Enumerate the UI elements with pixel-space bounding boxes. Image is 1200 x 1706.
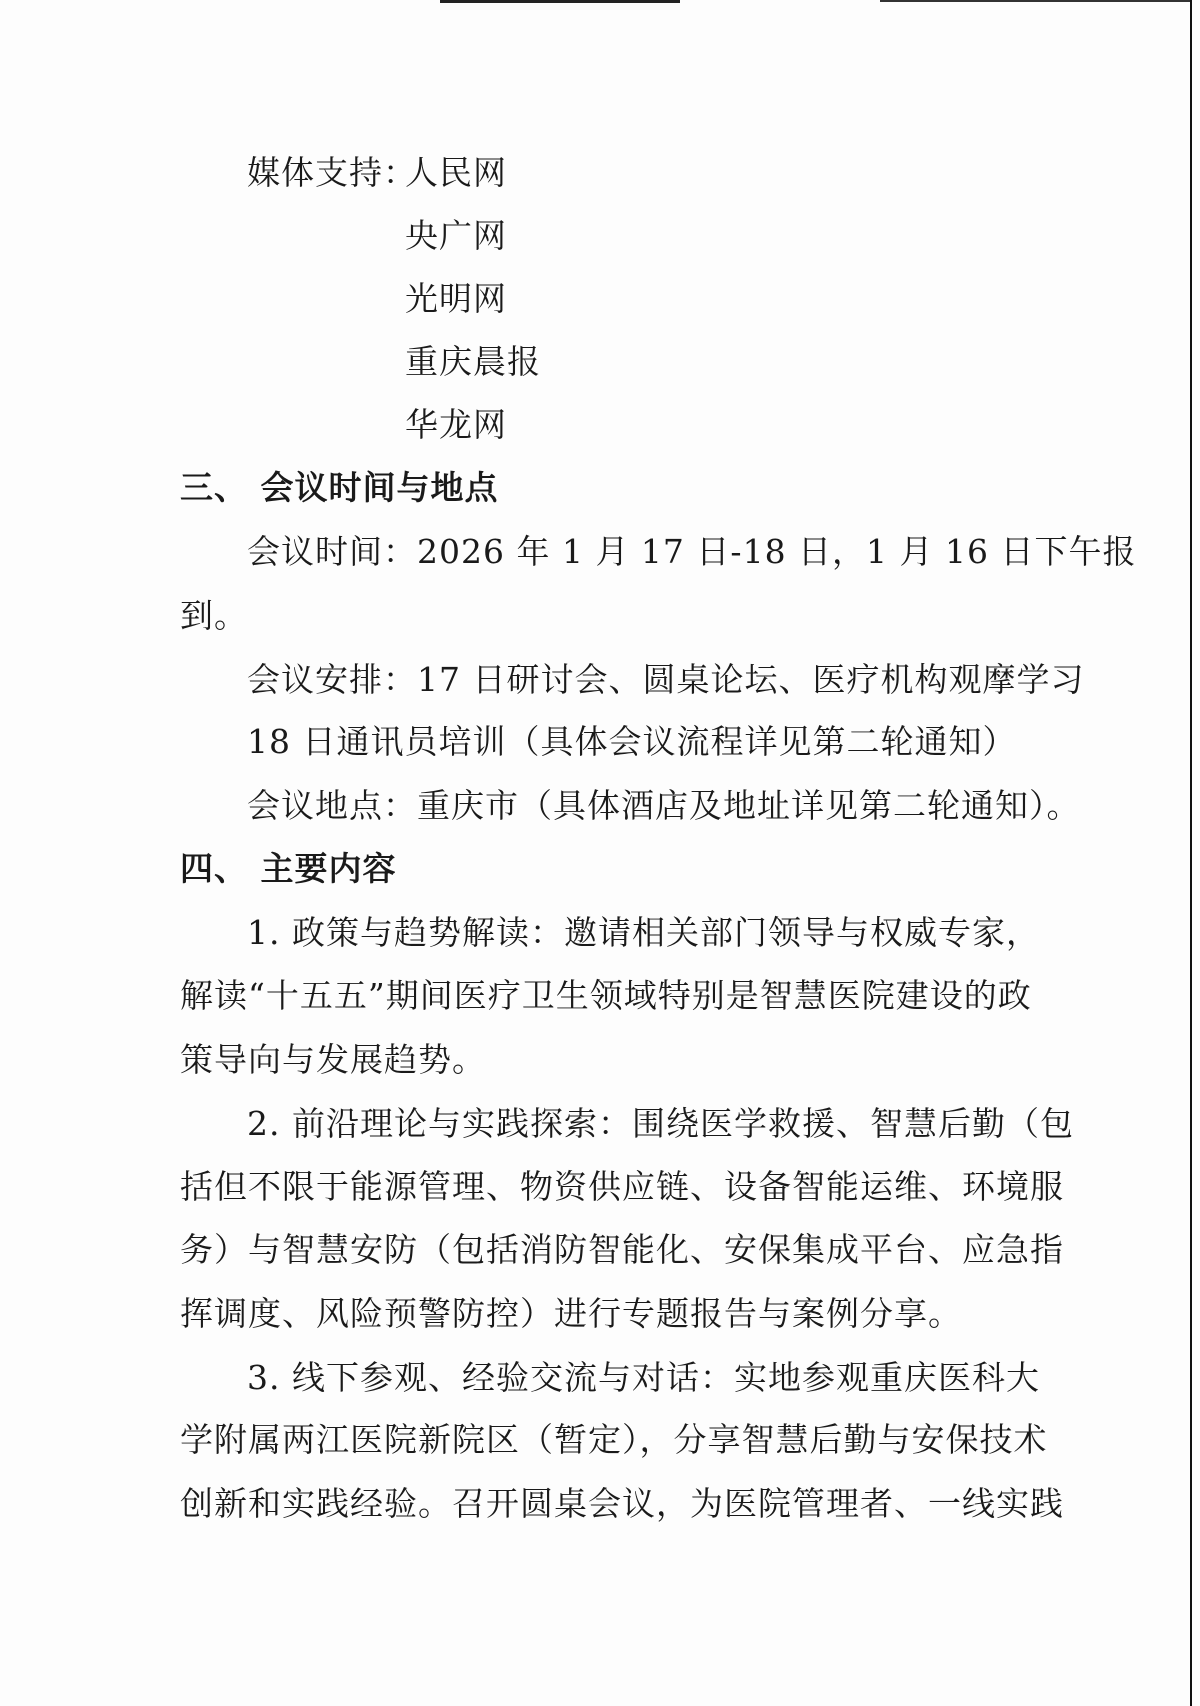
item3-line2: 学附属两江医院新院区（暂定），分享智慧后勤与安保技术 <box>180 1420 1048 1459</box>
scan-edge-top <box>440 0 680 3</box>
media-outlet: 央广网 <box>405 216 507 255</box>
media-outlet: 华龙网 <box>405 405 507 444</box>
item1-line3: 策导向与发展趋势。 <box>180 1040 486 1079</box>
media-label: 媒体支持： <box>247 153 417 192</box>
meeting-time-line2: 到。 <box>180 596 248 635</box>
media-outlet: 重庆晨报 <box>405 342 541 381</box>
item1-line2: 解读“十五五”期间医疗卫生领域特别是智慧医院建设的政 <box>180 976 1032 1015</box>
item2-line3: 务）与智慧安防（包括消防智能化、安保集成平台、应急指 <box>180 1230 1064 1269</box>
meeting-arrangement-line2: 18 日通讯员培训（具体会议流程详见第二轮通知） <box>247 722 1017 761</box>
media-outlet: 人民网 <box>405 153 507 192</box>
section3-heading: 三、 会议时间与地点 <box>180 468 499 507</box>
scan-edge-top-right <box>880 0 1190 2</box>
meeting-arrangement-line1: 会议安排：17 日研讨会、圆桌论坛、医疗机构观摩学习 <box>247 660 1085 699</box>
meeting-place: 会议地点：重庆市（具体酒店及地址详见第二轮通知）。 <box>247 786 1081 825</box>
item1-line1: 1. 政策与趋势解读：邀请相关部门领导与权威专家， <box>247 913 1040 952</box>
meeting-time-line1: 会议时间：2026 年 1 月 17 日-18 日，1 月 16 日下午报 <box>247 532 1137 571</box>
section4-heading: 四、 主要内容 <box>180 849 397 888</box>
scan-edge-right <box>1190 0 1192 1706</box>
item2-line4: 挥调度、风险预警防控）进行专题报告与案例分享。 <box>180 1294 962 1333</box>
item3-line3: 创新和实践经验。召开圆桌会议，为医院管理者、一线实践 <box>180 1484 1064 1523</box>
media-outlet: 光明网 <box>405 279 507 318</box>
item3-line1: 3. 线下参观、经验交流与对话：实地参观重庆医科大 <box>247 1358 1040 1397</box>
item2-line1: 2. 前沿理论与实践探索：围绕医学救援、智慧后勤（包 <box>247 1104 1074 1143</box>
item2-line2: 括但不限于能源管理、物资供应链、设备智能运维、环境服 <box>180 1167 1064 1206</box>
